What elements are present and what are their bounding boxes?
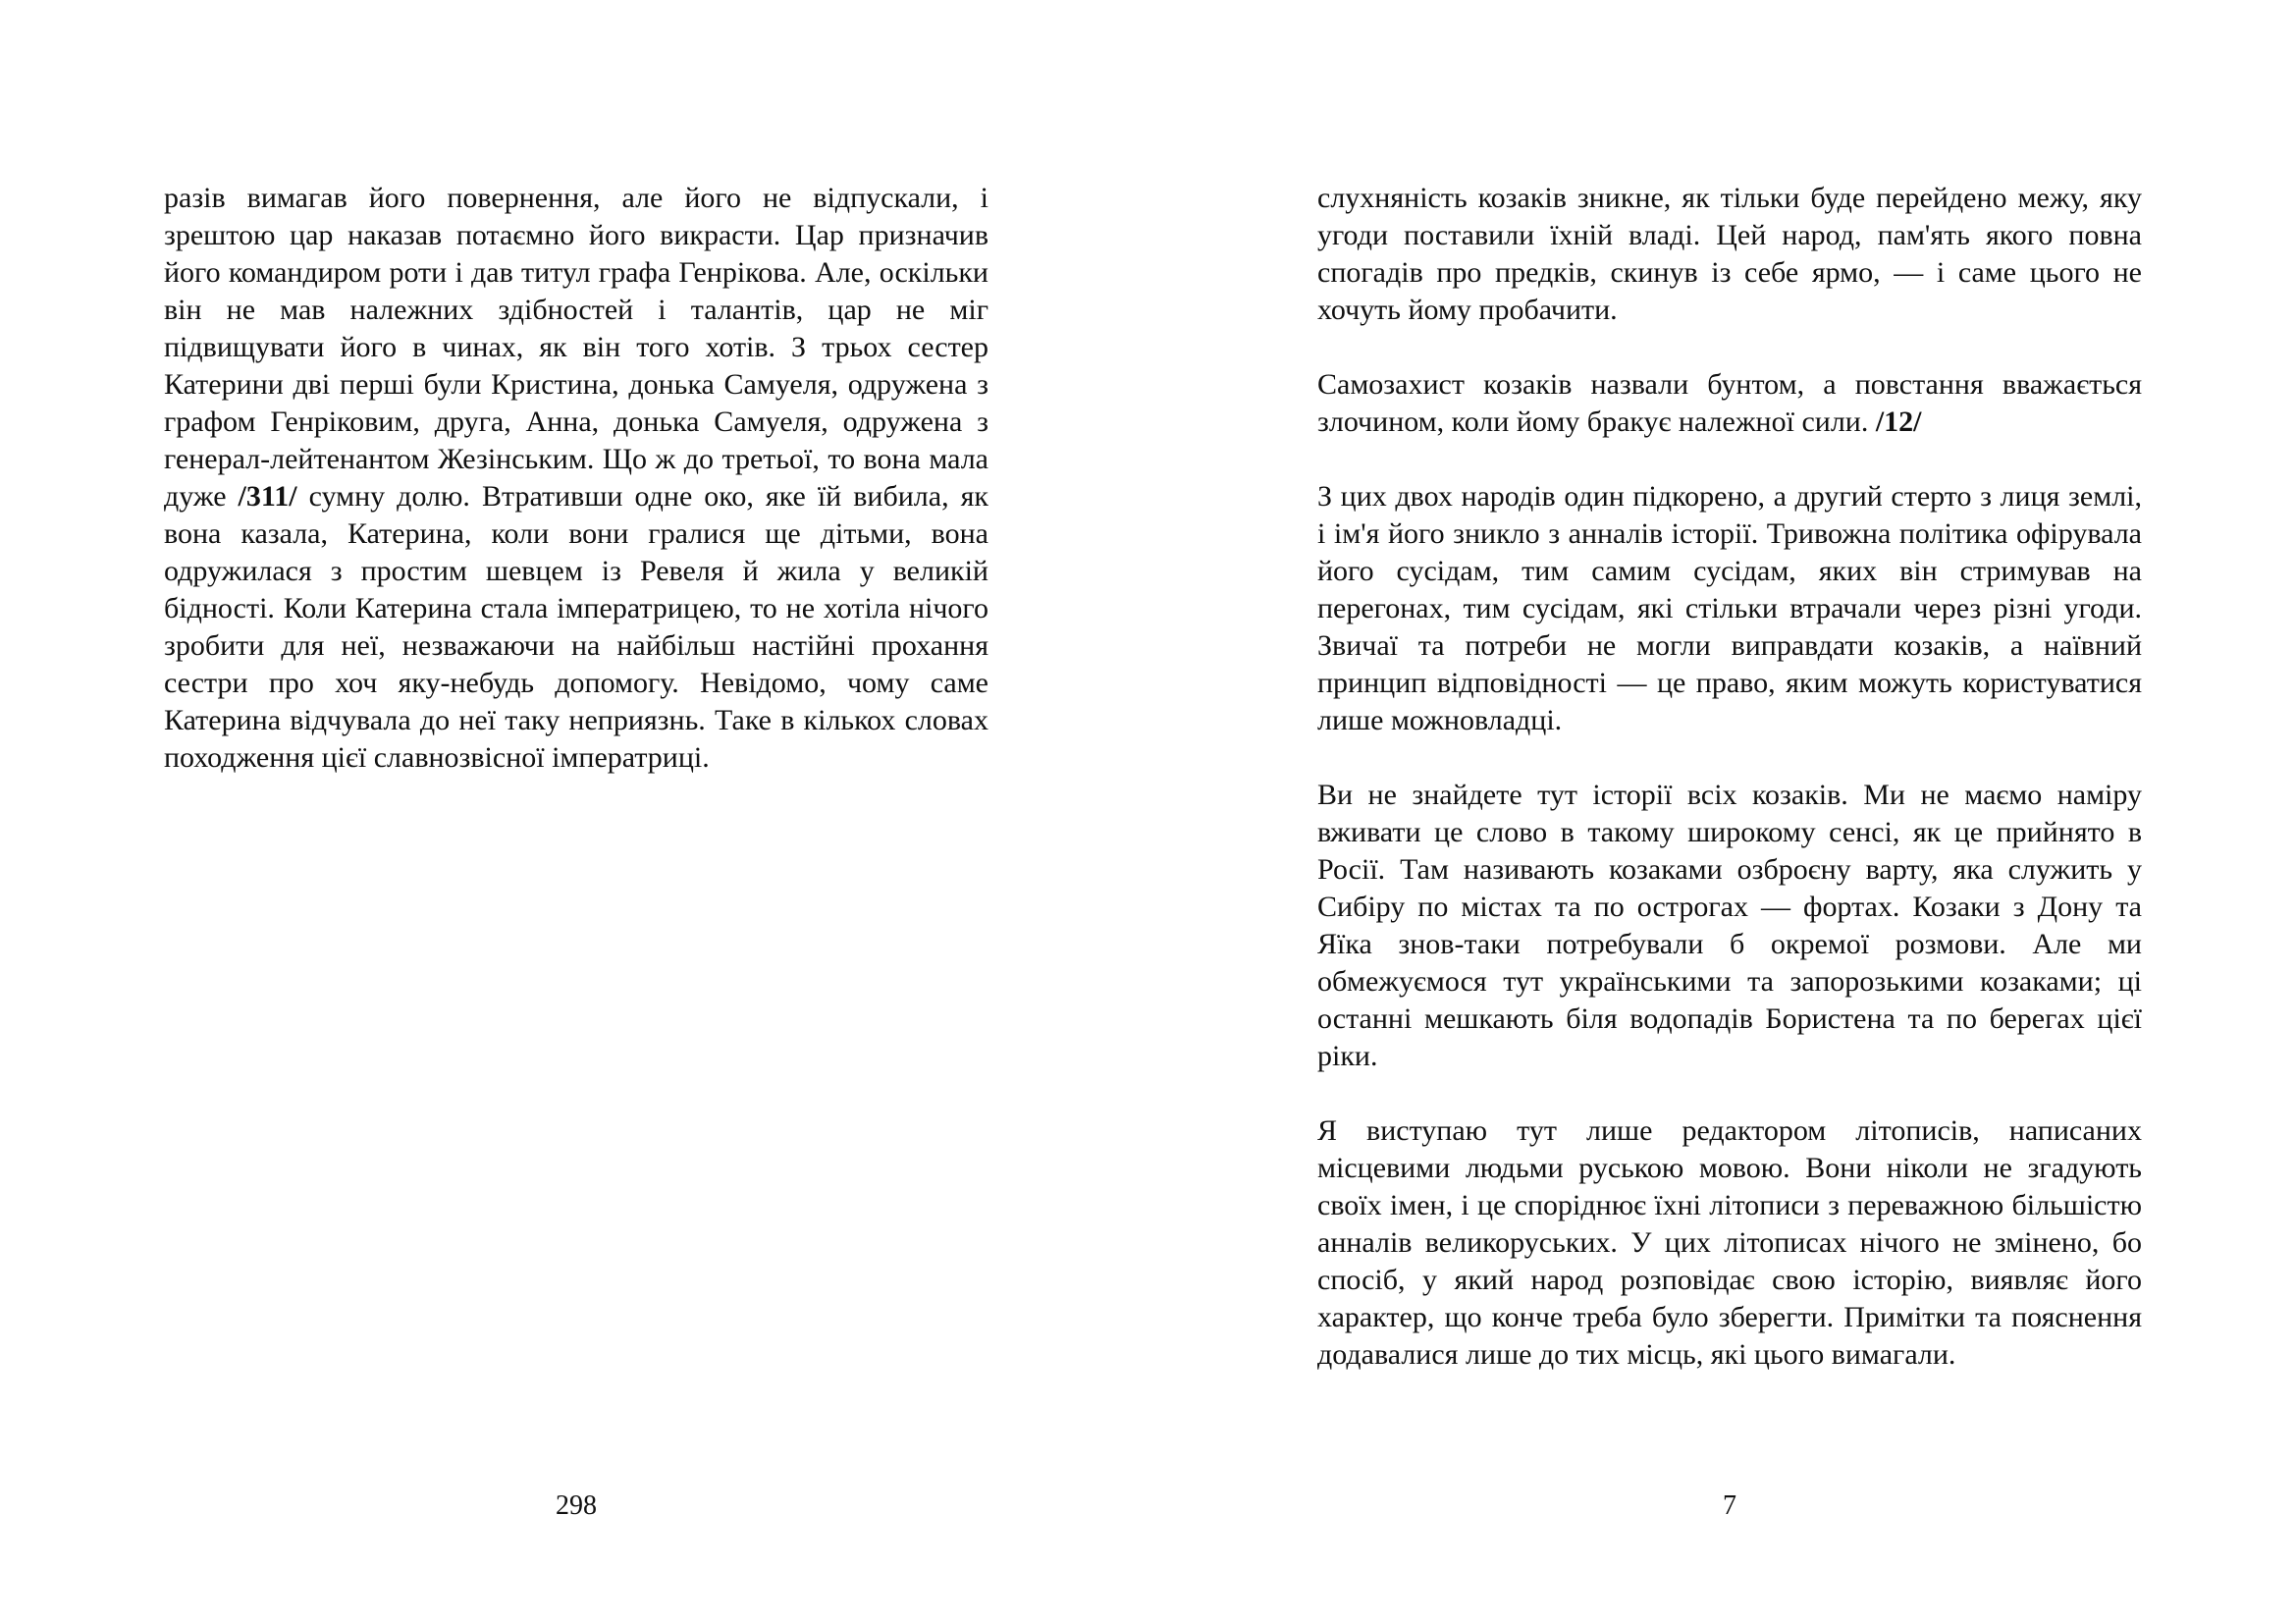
paragraph bbox=[1317, 1112, 2142, 1374]
paragraph bbox=[164, 180, 988, 777]
paragraph bbox=[1317, 777, 2142, 1075]
paragraph-text: З цих двох народів один підкорено, а другий стерто з лиця землі, і ім'я його зникло з анналів історії. Тривожна політика офірувала його сусідам, тим самим сусідам, яких він стримував на перегонах, тим сусідам, які стільки втрачали через різні угоди. Звичаї та потреби не могли виправдати козаків, а наївний принцип відповідності — це право, яким можуть користуватися лише можновладці. bbox=[1317, 480, 2142, 736]
page-number: 7 bbox=[1723, 1490, 1736, 1521]
page-marker: /12/ bbox=[1875, 406, 1922, 438]
paragraph-text: Самозахист козаків назвали бунтом, а повстання вважається злочином, коли йому бракує належної сили. bbox=[1317, 368, 2142, 438]
paragraph-text: разів вимагав його повернення, але його не відпускали, і зрештою цар наказав потаємно його викрасти. Цар призначив його командиром роти і дав титул графа Генрікова. Але, оскільки він не мав належних здібностей і талантів, цар не міг підвищувати його в чинах, як він того хотів. З трьох сестер Катерини дві перші були Кристина, донька Самуеля, одружена з графом Генріковим, друга, Анна, донька Самуеля, одружена з генерал-лейтенантом Жезінським. Що ж до третьої, то вона мала дуже bbox=[164, 182, 988, 513]
paragraph-text: Я виступаю тут лише редактором літописів, написаних місцевими людьми руською мовою. Вони ніколи не згадують своїх імен, і це споріднює їхні літописи з переважною більшістю анналів великоруських. У цих літописах нічого не змінено, бо спосіб, у який народ розповідає свою історію, виявляє його характер, що конче треба було зберегти. Примітки та пояснення додавалися лише до тих місць, які цього вимагали. bbox=[1317, 1114, 2142, 1371]
paragraph bbox=[1317, 180, 2142, 329]
page-number: 298 bbox=[556, 1490, 597, 1521]
right-page-text bbox=[1317, 180, 2142, 1374]
right-page bbox=[1148, 0, 2296, 1624]
paragraph bbox=[1317, 366, 2142, 441]
left-page-text bbox=[164, 180, 988, 777]
paragraph-text: Ви не знайдете тут історії всіх козаків. Ми не маємо наміру вживати це слово в такому широкому сенсі, як це прийнято в Росії. Там називають козаками озброєну варту, яка служить у Сибіру по містах та по острогах — фортах. Козаки з Дону та Яїка знов-таки потребували б окремої розмови. Але ми обмежуємося тут українськими та запорозькими козаками; ці останні мешкають біля водопадів Бористена та по берегах цієї ріки. bbox=[1317, 779, 2142, 1072]
paragraph-text-continued: сумну долю. Втративши одне око, яке їй вибила, як вона казала, Катерина, коли вони гралися ще дітьми, вона одружилася з простим шевцем із Ревеля й жила у великій бідності. Коли Катерина стала імператрицею, то не хотіла нічого зробити для неї, незважаючи на найбільш настійні прохання сестри про хоч яку-небудь допомогу. Невідомо, чому саме Катерина відчувала до неї таку неприязнь. Таке в кількох словах походження цієї славнозвісної імператриці. bbox=[164, 480, 988, 774]
paragraph bbox=[1317, 478, 2142, 739]
paragraph-text: слухняність козаків зникне, як тільки буде перейдено межу, яку угоди поставили їхній владі. Цей народ, пам'ять якого повна спогадів про предків, скинув із себе ярмо, — і саме цього не хочуть йому пробачити. bbox=[1317, 182, 2142, 326]
page-marker: /311/ bbox=[238, 480, 297, 513]
